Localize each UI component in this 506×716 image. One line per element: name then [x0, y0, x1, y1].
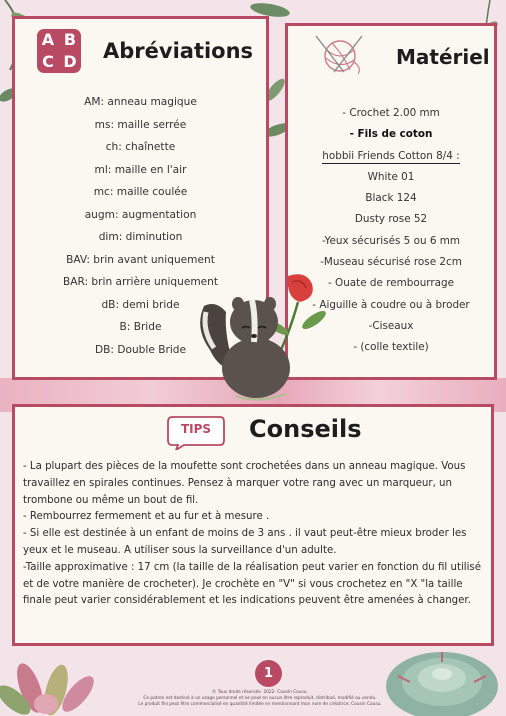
tips-paragraph: - La plupart des pièces de la moufette sont crochetées dans un anneau magique. Vous travaillez en spirales continues. Pensez à marquer votre rang avec un marqueur, un trombone ou même un bout de fil. — [23, 461, 466, 506]
abbreviation-item: DB: Double Bride — [94, 343, 187, 356]
material-item: -Yeux sécurisés 5 ou 6 mm — [321, 234, 460, 247]
material-item: White 01 — [367, 170, 415, 183]
tips-text — [23, 459, 491, 610]
abbreviation-item: B: Bride — [119, 321, 162, 333]
material-title: Matériel — [396, 45, 490, 69]
material-item: Dusty rose 52 — [354, 213, 428, 226]
abcd-letter: C — [42, 52, 54, 71]
abbreviations-title: Abréviations — [103, 39, 254, 63]
abcd-letter: B — [63, 30, 77, 49]
abbreviation-item: mc: maille coulée — [93, 186, 188, 198]
abbreviation-item: AM: anneau magique — [84, 96, 197, 108]
material-item: - Fils de coton — [349, 128, 433, 141]
material-item: - Aiguille à coudre ou à broder — [312, 298, 470, 311]
succulent-left-decoration — [0, 618, 110, 716]
skunk-illustration — [196, 268, 326, 408]
abbreviation-item: ms: maille serrée — [94, 118, 187, 131]
material-item: -Ciseaux — [368, 319, 414, 332]
abcd-icon — [37, 29, 81, 73]
abbreviation-item: ch: chaînette — [105, 141, 176, 153]
footer-usage-note: Ce patron est destiné à un usage personnel et ne peut en aucun être reproduit, distribué, modifié ou vendu. — [143, 696, 377, 701]
page-number-badge: 1 — [255, 660, 282, 687]
tips-paragraph: - Si elle est destinée à un enfant de moins de 3 ans . il vaut peut-être mieux broder les yeux et le museau. A utiliser sous la surveillance d'un adulte. — [23, 528, 467, 556]
abbreviation-item: dB: demi bride — [101, 298, 180, 311]
abbreviation-item: BAR: brin arrière uniquement — [62, 276, 219, 288]
yarn-ball-icon — [310, 32, 366, 76]
tips-title: Conseils — [249, 415, 362, 443]
material-item-text: hobbii Friends Cotton 8/4 : — [322, 149, 460, 162]
footer-copyright: © Tous droits réservés- 2022- Cousin Cousu. — [212, 690, 308, 695]
footer — [110, 690, 410, 708]
material-item: - (colle textile) — [353, 341, 429, 354]
abcd-letter: D — [63, 52, 77, 71]
tips-paragraph: -Taille approximative : 17 cm (la taille de la réalisation peut varier en fonction du fil utilisé et de votre manière de crocheter). Je crochète en "V" si vous crochetez en "X "la taille finale peut varier considérablement et les indications peuvent être amenées à changer. — [23, 561, 482, 607]
abbreviation-item: augm: augmentation — [84, 208, 197, 221]
tips-badge-label: TIPS — [180, 422, 212, 436]
abcd-letter: A — [41, 30, 55, 49]
tips-paragraph: - Rembourrez fermement et au fur et à mesure . — [23, 511, 270, 523]
material-item — [288, 146, 494, 167]
tips-panel — [12, 404, 494, 646]
material-item: -Museau sécurisé rose 2cm — [320, 256, 462, 269]
material-item: - Crochet 2.00 mm — [342, 107, 440, 119]
material-item: Black 124 — [365, 192, 417, 205]
footer-commercial-note: Le produit fini peut être commercialisé en quantité limitée en mentionnant mon nom de créatrice: Cousin Cousu. — [138, 702, 382, 707]
abbreviation-item: dim: diminution — [98, 231, 183, 243]
tips-badge — [166, 414, 226, 454]
material-item: - Ouate de rembourrage — [327, 277, 455, 290]
abbreviation-item: BAV: brin avant uniquement — [66, 253, 215, 266]
abbreviation-item: ml: maille en l'air — [94, 163, 187, 176]
